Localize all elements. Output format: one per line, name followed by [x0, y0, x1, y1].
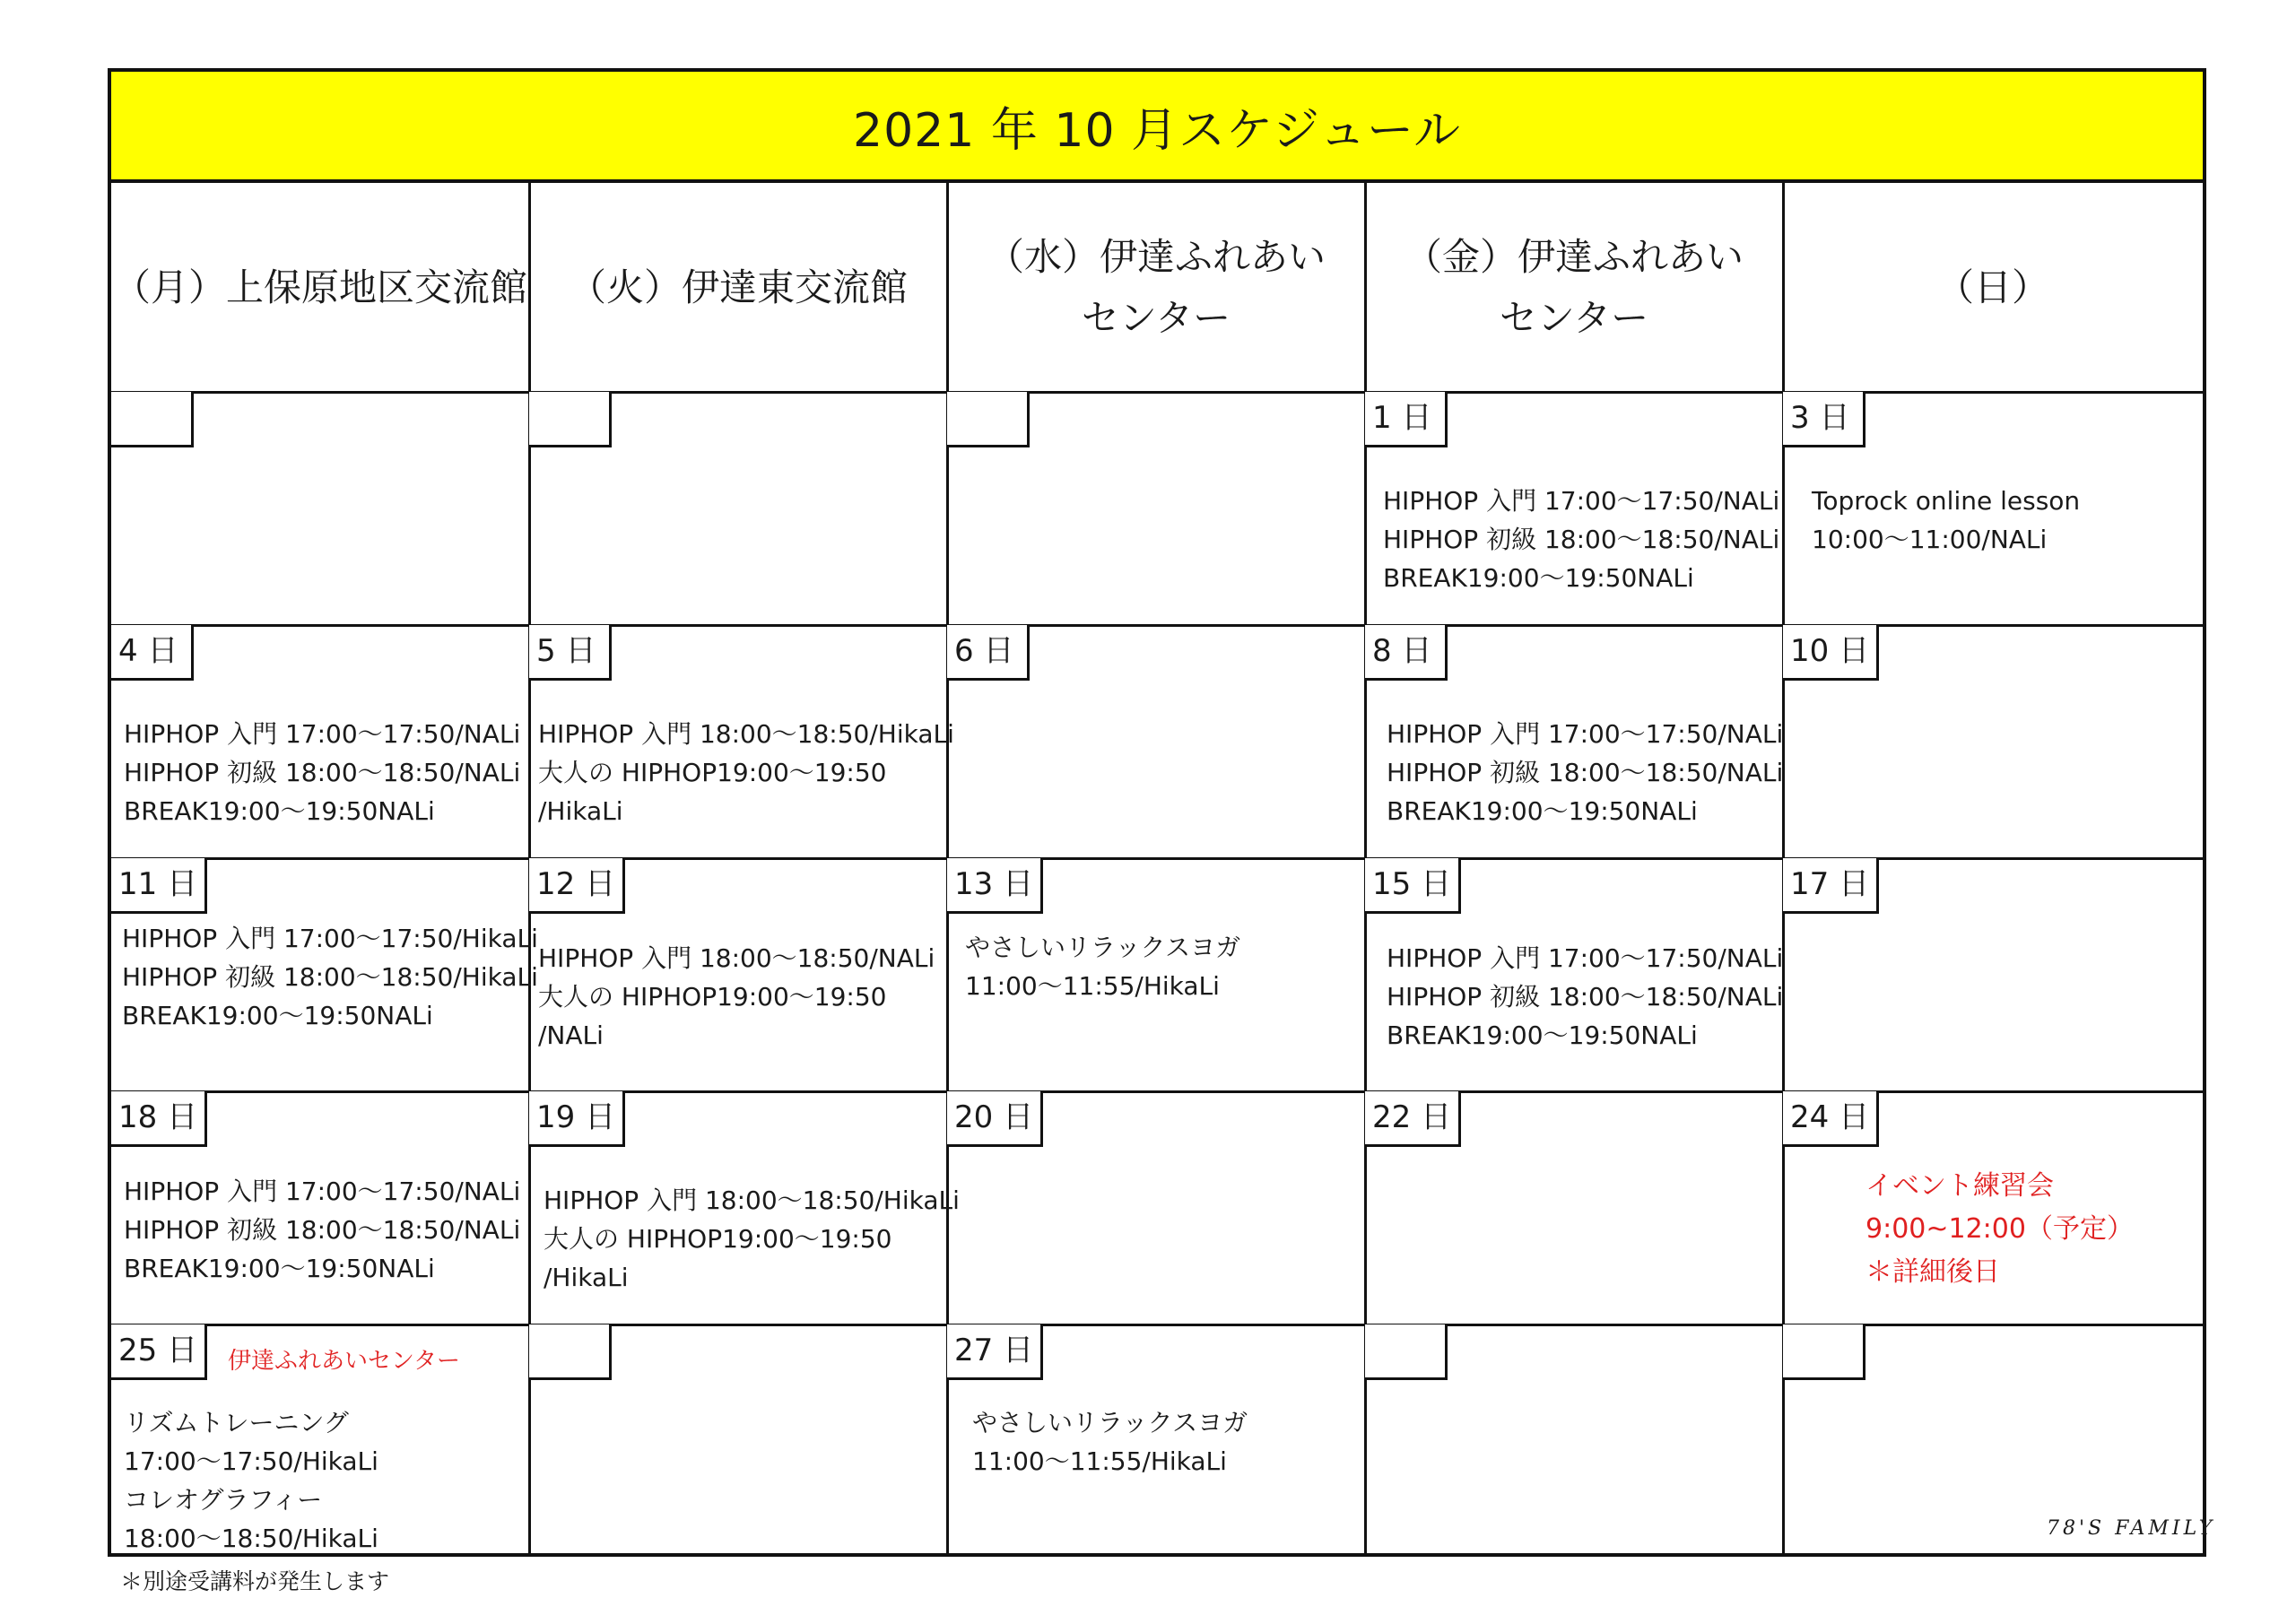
class-list	[1383, 482, 1779, 597]
class-entry: リズムトレーニング	[124, 1408, 349, 1437]
logo: 78'S FAMILY	[2047, 1517, 2216, 1540]
weekday-header	[111, 183, 529, 392]
day-cell	[1783, 392, 2203, 625]
class-entry: HIPHOP 初級 18:00〜18:50/NALi	[124, 758, 521, 787]
class-list	[124, 1172, 520, 1288]
date-label: 18 日	[111, 1091, 207, 1147]
footnote: ＊別途受講料が発生します	[120, 1568, 390, 1594]
class-entry: HIPHOP 入門 17:00〜17:50/HikaLi	[122, 924, 538, 953]
weekday-header-line: （金）伊達ふれあい	[1404, 234, 1744, 279]
weekday-header-line: センター	[1499, 295, 1649, 340]
day-cell	[529, 392, 947, 625]
class-entry: /NALi	[538, 1020, 604, 1050]
class-entry: BREAK19:00〜19:50NALi	[1387, 796, 1698, 826]
class-entry: Toprock online lesson	[1812, 486, 2081, 516]
class-entry: HIPHOP 入門 18:00〜18:50/HikaLi	[538, 719, 954, 749]
weekday-header-line: （月）上保原地区交流館	[112, 265, 527, 309]
date-label	[111, 392, 194, 447]
class-list	[965, 928, 1240, 1005]
day-cell	[947, 858, 1365, 1091]
date-label: 11 日	[111, 858, 207, 914]
class-entry: やさしいリラックスヨガ	[972, 1408, 1248, 1437]
weekday-header-line: （水）伊達ふれあい	[986, 234, 1326, 279]
class-entry: 11:00〜11:55/HikaLi	[972, 1446, 1227, 1476]
day-cell	[111, 1324, 529, 1553]
schedule-table	[108, 68, 2206, 1557]
class-entry: HIPHOP 初級 18:00〜18:50/HikaLi	[122, 962, 538, 992]
weekday-header	[947, 183, 1365, 392]
date-label: 3 日	[1783, 392, 1866, 447]
class-list	[122, 919, 538, 1035]
date-label	[1365, 1324, 1448, 1380]
class-entry: BREAK19:00〜19:50NALi	[122, 1001, 433, 1030]
date-label: 20 日	[947, 1091, 1043, 1147]
date-label	[529, 392, 612, 447]
class-entry: 17:00〜17:50/HikaLi	[124, 1446, 378, 1476]
day-cell	[111, 392, 529, 625]
date-label: 4 日	[111, 625, 194, 681]
weekday-header-line: センター	[1081, 295, 1231, 340]
class-entry: HIPHOP 初級 18:00〜18:50/NALi	[1387, 982, 1784, 1012]
day-cell	[111, 625, 529, 858]
day-cell	[1783, 625, 2203, 858]
day-cell	[1783, 858, 2203, 1091]
class-entry: /HikaLi	[538, 796, 623, 826]
date-label: 15 日	[1365, 858, 1461, 914]
class-entry: 大人の HIPHOP19:00〜19:50	[538, 758, 887, 787]
day-cell	[529, 625, 954, 858]
date-label: 1 日	[1365, 392, 1448, 447]
class-entry: コレオグラフィー	[124, 1485, 323, 1515]
class-list	[538, 939, 935, 1055]
class-entry: BREAK19:00〜19:50NALi	[1387, 1020, 1698, 1050]
venue-note: 伊達ふれあいセンター	[228, 1348, 460, 1375]
class-entry: BREAK19:00〜19:50NALi	[124, 1254, 435, 1283]
class-entry: HIPHOP 入門 17:00〜17:50/NALi	[124, 1177, 521, 1206]
class-entry: 11:00〜11:55/HikaLi	[965, 971, 1220, 1001]
day-cell	[947, 392, 1365, 625]
date-label: 10 日	[1783, 625, 1879, 681]
class-entry: BREAK19:00〜19:50NALi	[124, 796, 435, 826]
day-cell	[1365, 392, 1783, 625]
class-entry: ＊詳細後日	[1866, 1256, 2000, 1288]
class-list	[124, 1403, 378, 1558]
day-cell	[111, 858, 538, 1091]
class-entry: HIPHOP 初級 18:00〜18:50/NALi	[1387, 758, 1784, 787]
day-cell	[1365, 858, 1783, 1091]
class-list	[1387, 939, 1783, 1055]
day-cell	[529, 1324, 947, 1553]
day-cell	[1365, 1324, 1783, 1553]
day-cell	[947, 625, 1365, 858]
class-entry: HIPHOP 入門 17:00〜17:50/NALi	[124, 719, 521, 749]
class-list	[1387, 715, 1783, 830]
class-list	[538, 715, 954, 830]
class-entry: HIPHOP 入門 18:00〜18:50/HikaLi	[544, 1185, 960, 1215]
date-label: 5 日	[529, 625, 612, 681]
day-cell	[1365, 625, 1783, 858]
date-label	[1783, 1324, 1866, 1380]
class-entry: HIPHOP 入門 18:00〜18:50/NALi	[538, 943, 935, 973]
date-label: 27 日	[947, 1324, 1043, 1380]
page-title: 2021 年 10 月スケジュール	[111, 72, 2203, 183]
class-entry: イベント練習会	[1866, 1170, 2054, 1202]
day-cell	[529, 1091, 960, 1324]
day-cell	[1365, 1091, 1783, 1324]
class-entry: 大人の HIPHOP19:00〜19:50	[544, 1224, 892, 1254]
date-label: 22 日	[1365, 1091, 1461, 1147]
class-entry: 10:00〜11:00/NALi	[1812, 525, 2048, 554]
day-cell	[529, 858, 947, 1091]
day-cell	[1783, 1091, 2203, 1324]
weekday-header	[1783, 183, 2203, 392]
class-entry: HIPHOP 初級 18:00〜18:50/NALi	[1383, 525, 1780, 554]
class-entry: 大人の HIPHOP19:00〜19:50	[538, 982, 887, 1012]
class-list	[1866, 1165, 2134, 1294]
class-entry: BREAK19:00〜19:50NALi	[1383, 563, 1694, 593]
day-cell	[111, 1091, 529, 1324]
weekday-header-line: （火）伊達東交流館	[568, 265, 908, 309]
date-label: 24 日	[1783, 1091, 1879, 1147]
class-entry: やさしいリラックスヨガ	[965, 933, 1241, 962]
date-label: 6 日	[947, 625, 1030, 681]
class-list	[124, 715, 520, 830]
date-label: 8 日	[1365, 625, 1448, 681]
class-list	[972, 1403, 1248, 1481]
class-entry: 9:00~12:00（予定）	[1866, 1213, 2134, 1245]
weekday-header	[1365, 183, 1783, 392]
day-cell	[947, 1091, 1365, 1324]
class-entry: 18:00〜18:50/HikaLi	[124, 1524, 378, 1553]
class-entry: /HikaLi	[544, 1263, 629, 1292]
class-entry: HIPHOP 入門 17:00〜17:50/NALi	[1387, 719, 1784, 749]
date-label: 17 日	[1783, 858, 1879, 914]
class-entry: HIPHOP 入門 17:00〜17:50/NALi	[1387, 943, 1784, 973]
date-label: 25 日	[111, 1324, 207, 1380]
weekday-header	[529, 183, 947, 392]
class-list	[544, 1181, 960, 1297]
date-label: 13 日	[947, 858, 1043, 914]
class-list	[1812, 482, 2080, 559]
date-label	[529, 1324, 612, 1380]
date-label	[947, 392, 1030, 447]
date-label: 12 日	[529, 858, 625, 914]
day-cell	[947, 1324, 1365, 1553]
weekday-header-line: （日）	[1935, 265, 2049, 309]
class-entry: HIPHOP 入門 17:00〜17:50/NALi	[1383, 486, 1780, 516]
date-label: 19 日	[529, 1091, 625, 1147]
class-entry: HIPHOP 初級 18:00〜18:50/NALi	[124, 1215, 521, 1245]
